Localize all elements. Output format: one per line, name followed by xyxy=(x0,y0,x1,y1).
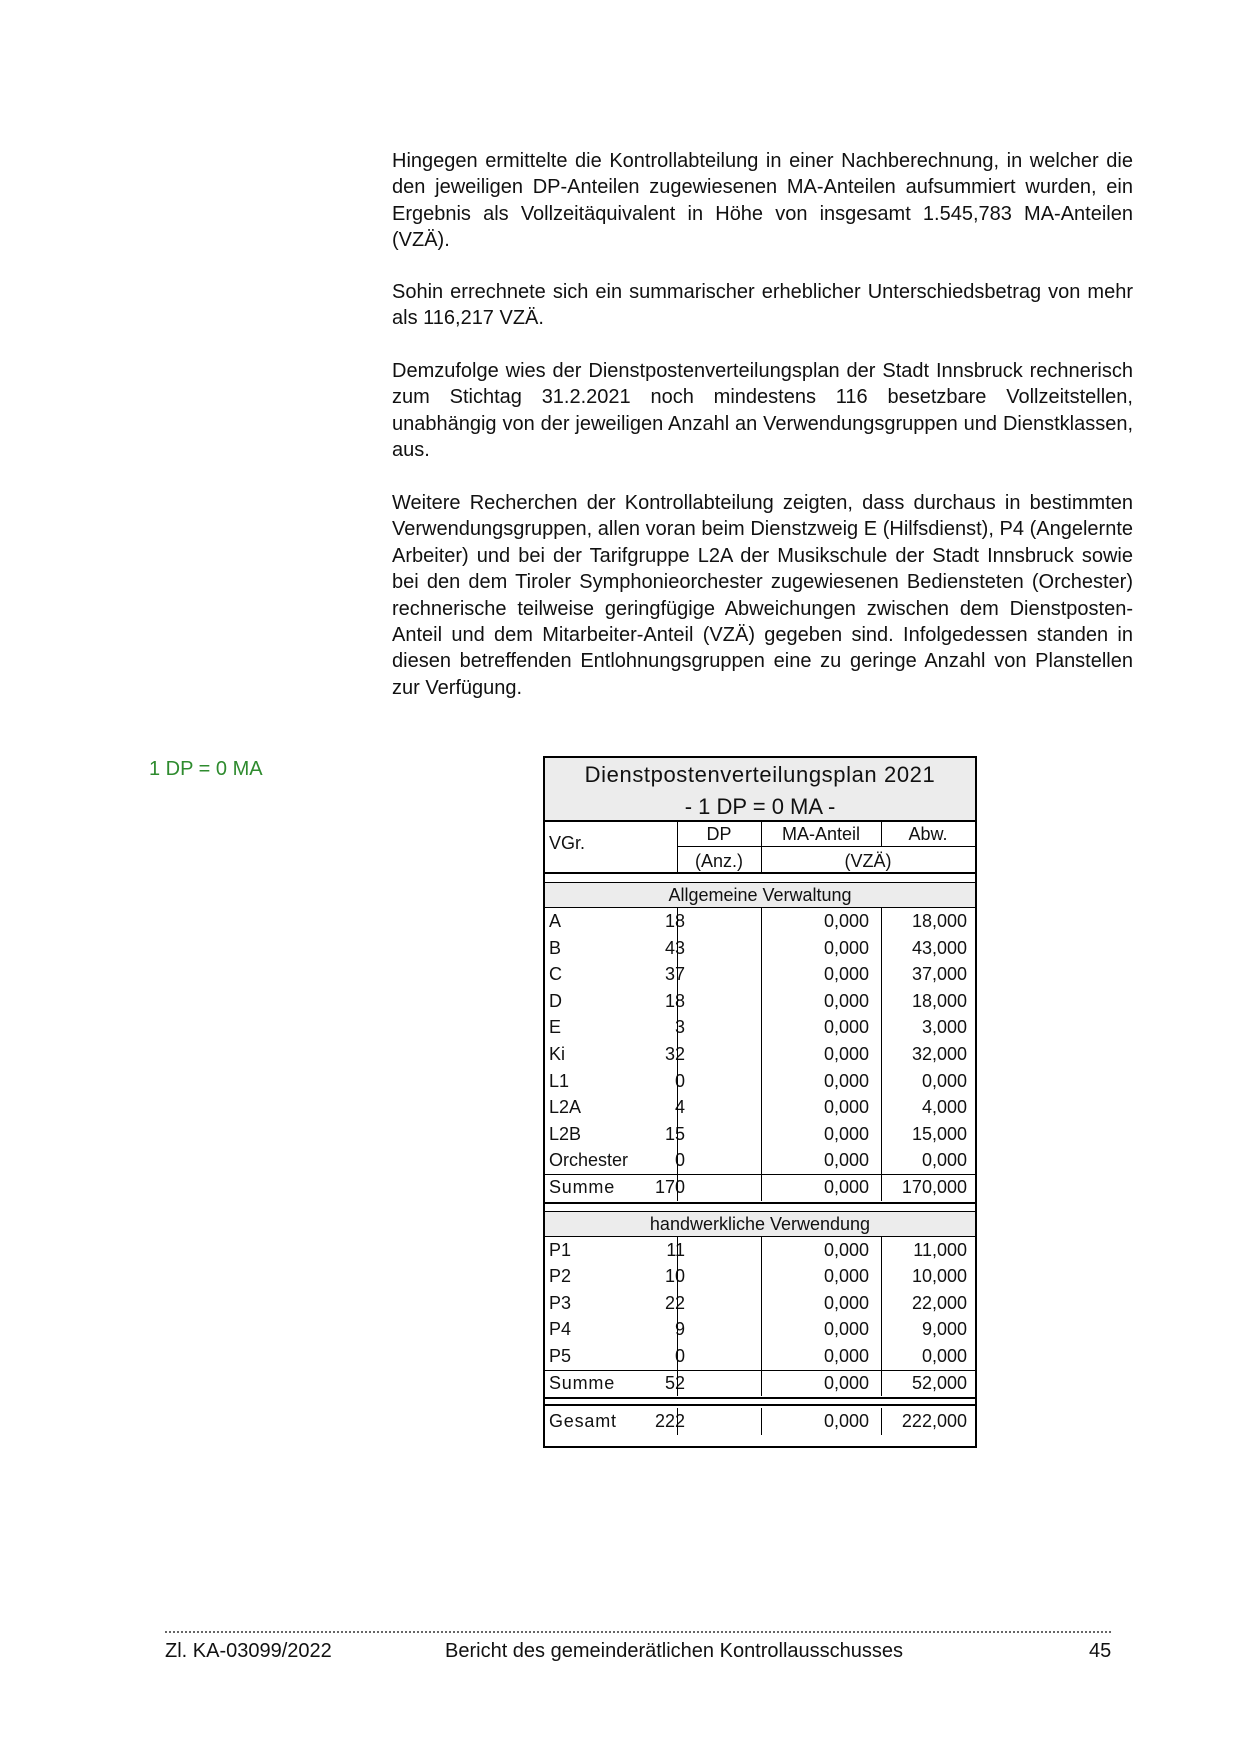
table-row-cell-1: 37 xyxy=(664,964,685,985)
table-row-cell-2: 0,000 xyxy=(823,1292,869,1313)
table-row-cell-0: D xyxy=(549,990,562,1011)
sum-row-cell-0: Summe xyxy=(549,1177,616,1197)
header-col-line-3 xyxy=(881,822,882,846)
table-row-cell-3: 10,000 xyxy=(911,1266,967,1287)
header-dp: DP xyxy=(706,824,732,844)
table-row-cell-2: 0,000 xyxy=(823,990,869,1011)
column-line xyxy=(881,908,882,1201)
table-row-cell-2: 0,000 xyxy=(823,1070,869,1091)
table-row-cell-0: L2A xyxy=(549,1097,582,1118)
table-row-cell-1: 0 xyxy=(674,1150,685,1171)
table-row-cell-2: 0,000 xyxy=(823,1239,869,1260)
table-row-cell-0: L1 xyxy=(549,1070,570,1091)
table-row-cell-3: 43,000 xyxy=(911,937,967,958)
table-row xyxy=(545,961,975,988)
table-row-cell-2: 0,000 xyxy=(823,964,869,985)
header-divider xyxy=(677,846,975,847)
sum-row-cell-1: 170 xyxy=(654,1177,685,1197)
total-row-cell-3: 222,000 xyxy=(901,1411,967,1432)
table-row-cell-3: 3,000 xyxy=(921,1017,967,1038)
margin-note: 1 DP = 0 MA xyxy=(149,758,263,780)
table-row-cell-2: 0,000 xyxy=(823,1123,869,1144)
table-row xyxy=(545,1263,975,1290)
table-row-cell-1: 15 xyxy=(664,1123,685,1144)
table-title-box xyxy=(545,758,975,822)
table-row-cell-1: 43 xyxy=(664,937,685,958)
table-row-cell-2: 0,000 xyxy=(823,1097,869,1118)
header-col-line-1 xyxy=(677,822,678,872)
sum-row-cell-2: 0,000 xyxy=(823,1177,869,1197)
header-ma-anteil: MA-Anteil xyxy=(781,824,861,844)
table-row-cell-0: Orchester xyxy=(549,1150,629,1171)
total-top-line xyxy=(545,1404,975,1406)
table-row-cell-0: E xyxy=(549,1017,562,1038)
column-line xyxy=(761,908,762,1201)
table-row-cell-1: 4 xyxy=(674,1097,685,1118)
table-row xyxy=(545,935,975,962)
section-bottom-line xyxy=(545,1397,975,1399)
table-row-cell-1: 10 xyxy=(664,1266,685,1287)
table-row xyxy=(545,1343,975,1370)
table-row-cell-3: 15,000 xyxy=(911,1123,967,1144)
header-dp-unit: (Anz.) xyxy=(694,851,743,871)
table-row-cell-2: 0,000 xyxy=(823,1150,869,1171)
table-row-cell-0: P4 xyxy=(549,1319,572,1340)
table-row xyxy=(545,1094,975,1121)
total-row xyxy=(545,1408,975,1435)
table-row xyxy=(545,1290,975,1317)
table-row xyxy=(545,1316,975,1343)
table-row-cell-2: 0,000 xyxy=(823,1319,869,1340)
table-row-cell-2: 0,000 xyxy=(823,1017,869,1038)
table-row-cell-3: 22,000 xyxy=(911,1292,967,1313)
sum-row-cell-0: Summe xyxy=(549,1372,616,1393)
table-row-cell-0: L2B xyxy=(549,1123,582,1144)
column-line xyxy=(761,1237,762,1397)
table-row-cell-2: 0,000 xyxy=(823,1266,869,1287)
table-row-cell-3: 37,000 xyxy=(911,964,967,985)
paragraph-1: Hingegen ermittelte die Kontrollabteilung in einer Nachberechnung, in welcher die den jeweiligen DP-Anteilen zugewiesenen MA-Anteilen aufsummiert wurden, ein Ergebnis als Vollzeitäquivalent in Höhe von insgesamt 1.545,783 MA-Anteilen (VZÄ). xyxy=(392,150,1133,252)
section-header: Allgemeine Verwaltung xyxy=(545,882,975,908)
sum-row-cell-1: 52 xyxy=(664,1372,685,1393)
paragraph-2: Sohin errechnete sich ein summarischer erheblicher Unterschiedsbetrag von mehr als 116,217 VZÄ. xyxy=(392,281,1133,330)
table-row-cell-0: Ki xyxy=(549,1044,566,1064)
table-row-cell-0: C xyxy=(549,964,562,985)
column-line xyxy=(761,1408,762,1435)
column-line xyxy=(677,1408,678,1435)
table-row-cell-3: 0,000 xyxy=(921,1150,967,1171)
total-row-cell-2: 0,000 xyxy=(823,1411,869,1432)
sum-row-cell-2: 0,000 xyxy=(823,1372,869,1393)
table-row-cell-0: P5 xyxy=(549,1346,572,1366)
table-row xyxy=(545,988,975,1015)
table-row-cell-3: 18,000 xyxy=(911,990,967,1011)
table-row xyxy=(545,1041,975,1068)
table-row xyxy=(545,1068,975,1095)
sum-row-cell-3: 52,000 xyxy=(911,1372,967,1393)
table-row xyxy=(545,1014,975,1041)
paragraph-4: Weitere Recherchen der Kontrollabteilung zeigten, dass durchaus in bestimmten Verwendungsgruppen, allen voran beim Dienstzweig E (Hilfsdienst), P4 (Angelernte Arbeiter) und bei der Tarifgruppe L2A der Musikschule der Stadt Innsbruck sowie bei den dem Tiroler Symphonieorchester zugewiesenen Bediensteten (Orchester) rechnerische teilweise geringfügige Abweichungen zwischen dem Dienstposten-Anteil und dem Mitarbeiter-Anteil (VZÄ) gegeben sind. Infolgedessen standen in diesen betreffenden Entlohnungsgruppen eine zu geringe Anzahl von Planstellen zur Verfügung. xyxy=(392,492,1133,699)
header-col-line-2 xyxy=(761,822,762,872)
header-vza: (VZÄ) xyxy=(844,851,892,871)
paragraph-3: Demzufolge wies der Dienstpostenverteilungsplan der Stadt Innsbruck rechnerisch zum Stichtag 31.2.2021 noch mindestens 116 besetzbare Vollzeitstellen, unabhängig von der jeweiligen Anzahl an Verwendungsgruppen und Dienstklassen, aus. xyxy=(392,360,1133,462)
header-abw: Abw. xyxy=(908,824,948,844)
header-bottom-line xyxy=(545,872,975,874)
table-row-cell-1: 9 xyxy=(674,1319,685,1340)
sum-row-cell-3: 170,000 xyxy=(901,1177,967,1197)
table-row-cell-0: P3 xyxy=(549,1292,572,1313)
table-row-cell-1: 0 xyxy=(674,1070,685,1091)
table-row xyxy=(545,1121,975,1148)
column-line xyxy=(881,1237,882,1397)
table-row-cell-1: 18 xyxy=(664,911,685,931)
sum-row xyxy=(545,1370,975,1397)
table-row-cell-2: 0,000 xyxy=(823,937,869,958)
column-line xyxy=(677,1237,678,1397)
table-row xyxy=(545,908,975,935)
table-subtitle: - 1 DP = 0 MA - xyxy=(684,794,836,819)
section-bottom-line xyxy=(545,1202,975,1204)
dpv-table xyxy=(543,756,977,1448)
table-row-cell-1: 0 xyxy=(674,1346,685,1366)
table-row-cell-0: B xyxy=(549,937,562,958)
table-row-cell-3: 4,000 xyxy=(921,1097,967,1118)
column-line xyxy=(881,1408,882,1435)
table-row-cell-3: 9,000 xyxy=(921,1319,967,1340)
total-row-cell-1: 222 xyxy=(654,1411,685,1432)
column-line xyxy=(677,908,678,1201)
table-row-cell-0: P1 xyxy=(549,1239,572,1260)
header-vgr: VGr. xyxy=(549,833,586,853)
table-row-cell-3: 11,000 xyxy=(913,1239,967,1260)
table-row-cell-1: 22 xyxy=(664,1292,685,1313)
table-row-cell-1: 32 xyxy=(664,1044,685,1064)
table-row-cell-2: 0,000 xyxy=(823,1044,869,1064)
table-row-cell-0: P2 xyxy=(549,1266,572,1287)
table-row-cell-1: 11 xyxy=(666,1239,685,1260)
table-row-cell-3: 18,000 xyxy=(911,911,967,931)
sum-row xyxy=(545,1174,975,1201)
table-row-cell-3: 32,000 xyxy=(911,1044,967,1064)
section-header: handwerkliche Verwendung xyxy=(545,1211,975,1237)
footer-page-number: 45 xyxy=(1089,1640,1112,1662)
footer-reference: Zl. KA-03099/2022 xyxy=(165,1640,332,1662)
table-row-cell-1: 3 xyxy=(674,1017,685,1038)
footer-divider xyxy=(165,1631,1111,1633)
table-row-cell-0: A xyxy=(549,911,562,931)
table-row-cell-2: 0,000 xyxy=(823,911,869,931)
table-row-cell-1: 18 xyxy=(664,990,685,1011)
table-row-cell-3: 0,000 xyxy=(921,1070,967,1091)
total-row-cell-0: Gesamt xyxy=(549,1411,617,1432)
table-title: Dienstpostenverteilungsplan 2021 xyxy=(584,762,936,787)
table-row-cell-3: 0,000 xyxy=(921,1346,967,1366)
table-row-cell-2: 0,000 xyxy=(823,1346,869,1366)
table-row xyxy=(545,1147,975,1174)
footer-title: Bericht des gemeinderätlichen Kontrollausschusses xyxy=(445,1640,904,1662)
table-row xyxy=(545,1237,975,1264)
